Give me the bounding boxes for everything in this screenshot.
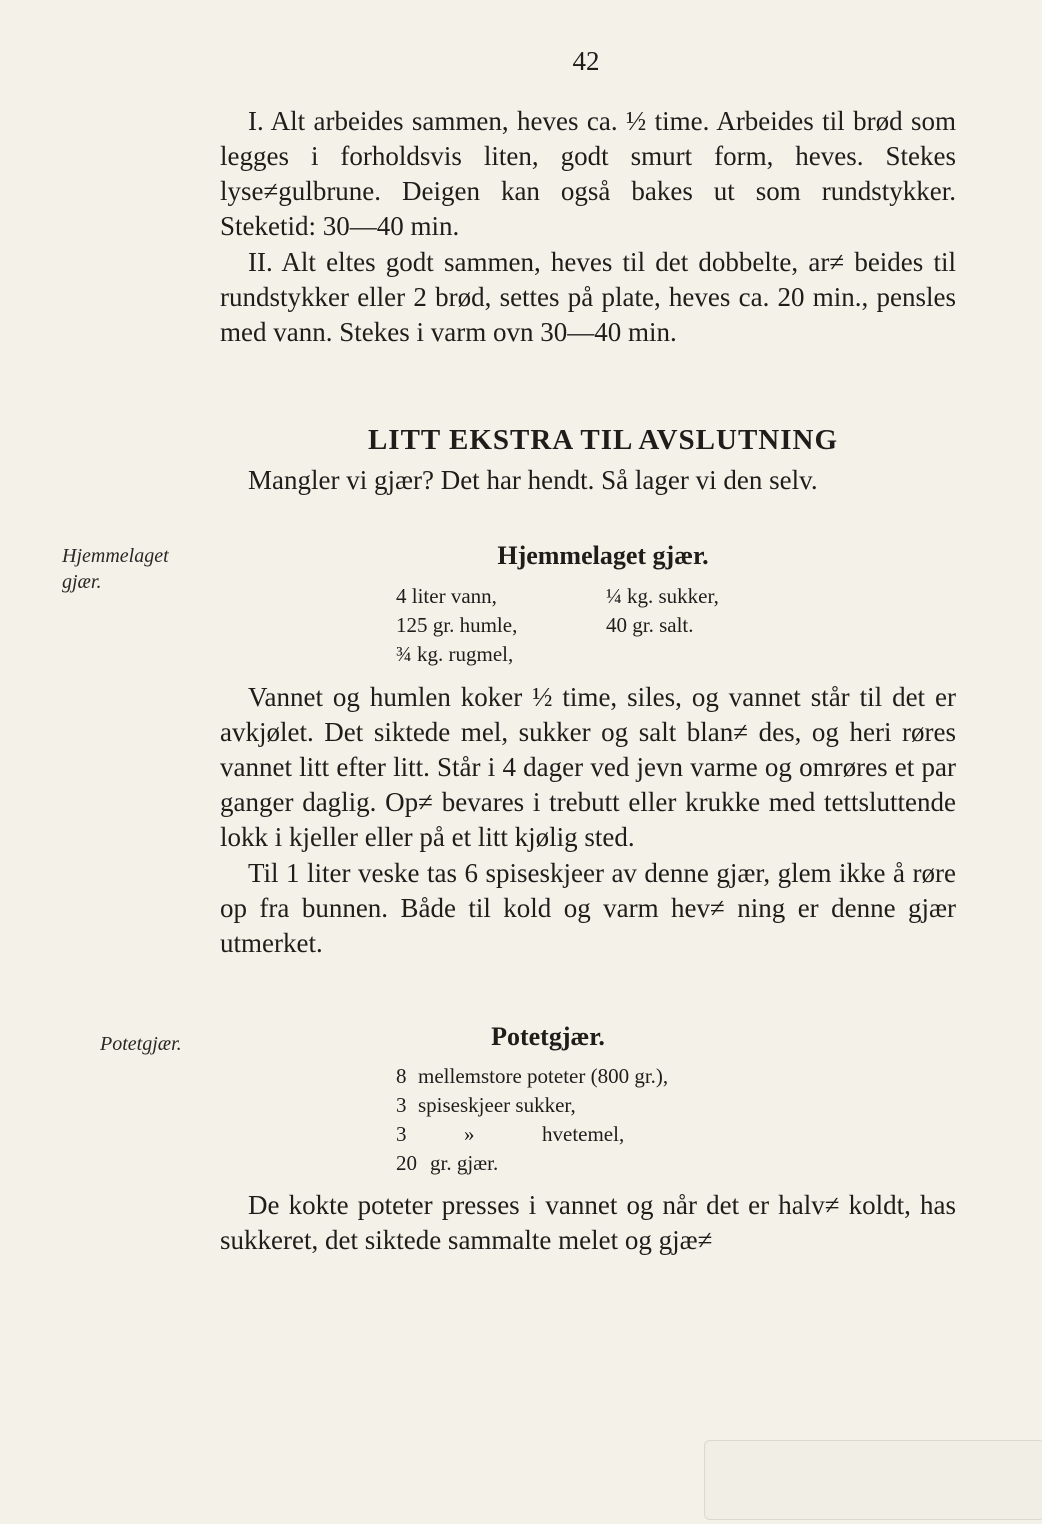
ingredient-text: mellemstore poteter (800 gr.),: [418, 1064, 669, 1088]
ingredient-text: spiseskjeer sukker,: [418, 1093, 576, 1117]
ingredient-qty: 3: [396, 1093, 407, 1117]
section-title: LITT EKSTRA TIL AVSLUTNING: [367, 424, 839, 456]
recipe-1-title-wrap: [220, 541, 956, 571]
text-block-top: [220, 104, 956, 350]
section-block: [220, 424, 956, 498]
paragraph-3: Mangler vi gjær? Det har hendt. Så lager vi den selv.: [248, 465, 818, 495]
paragraph-6: De kokte poteter presses i vannet og når det er halv≠ koldt, has sukkeret, det siktede sammalte melet og gjæ≠: [220, 1190, 956, 1255]
ingredient-row: [396, 1149, 668, 1178]
ingredient-text: hvetemel,: [542, 1122, 625, 1146]
text-block-middle: [220, 680, 956, 961]
margin-note-potetgjaer: Potetgjær.: [100, 1033, 182, 1055]
recipe-1-ingredients-left: [396, 582, 517, 669]
paragraph-2: II. Alt eltes godt sammen, heves til det dobbelte, ar≠ beides til rundstykker eller 2 brød, settes på plate, heves ca. 20 min., pensles med vann. Stekes i varm ovn 30—40 min.: [220, 247, 956, 347]
recipe-1-title: Hjemmelaget gjær.: [497, 541, 709, 570]
ingredient-qty: 8: [396, 1064, 407, 1088]
paragraph-5: Til 1 liter veske tas 6 spiseskjeer av denne gjær, glem ikke å røre op fra bunnen. Både til kold og varm hev≠ ning er denne gjær utmerket.: [220, 858, 956, 958]
ingredient-qty: 20: [396, 1151, 417, 1175]
paragraph-1: I. Alt arbeides sammen, heves ca. ½ time. Arbeides til brød som legges i forholdsvis liten, godt smurt form, heves. Stekes lyse≠gulbrune. Deigen kan også bakes ut som rundstykker. Steketid: 30—40 min.: [220, 106, 956, 241]
recipe-2-title-wrap: [220, 1022, 956, 1052]
recipe-2-ingredients: [396, 1062, 668, 1178]
ingredient-row: [396, 1091, 668, 1120]
text-block-bottom: [220, 1188, 956, 1258]
ingredient-item: 40 gr. salt.: [606, 613, 694, 637]
ingredient-item: ¾ kg. rugmel,: [396, 642, 514, 666]
ingredient-row: [396, 1120, 668, 1149]
paragraph-4: Vannet og humlen koker ½ time, siles, og vannet står til det er avkjølet. Det siktede mel, sukker og salt blan≠ des, og heri røres vannet litt efter litt. Står i 4 dager ved jevn varme og omrøres et par ganger daglig. Op≠ bevares i trebutt eller krukke med tettsluttende lokk i kjeller eller på et litt kjølig sted.: [220, 682, 956, 852]
ingredient-item: 4 liter vann,: [396, 584, 497, 608]
ingredient-ditto: »: [464, 1122, 475, 1146]
page-corner-mark: [704, 1440, 1042, 1520]
ingredient-item: ¼ kg. sukker,: [606, 584, 719, 608]
recipe-1-ingredients-right: [606, 582, 719, 640]
ingredient-row: [396, 1062, 668, 1091]
ingredient-qty: 3: [396, 1122, 407, 1146]
margin-note-hjemmelaget: Hjemmelaget gjær.: [62, 545, 169, 593]
ingredient-item: 125 gr. humle,: [396, 613, 518, 637]
recipe-2-title: Potetgjær.: [491, 1022, 605, 1051]
ingredient-text: gr. gjær.: [430, 1151, 499, 1175]
page-number: 42: [572, 46, 600, 76]
